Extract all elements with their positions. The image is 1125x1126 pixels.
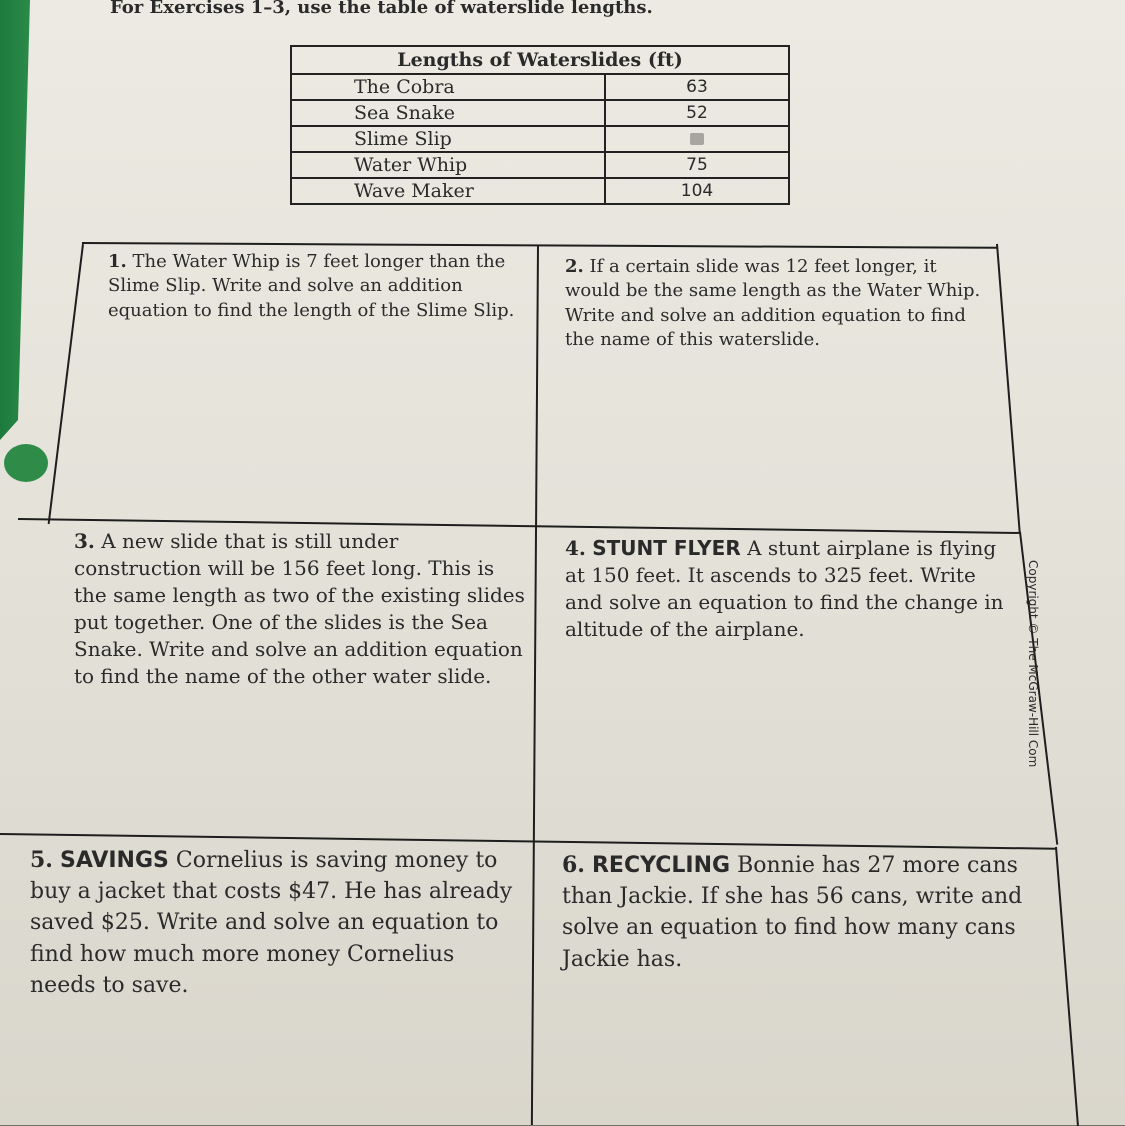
exercise-3 (74, 528, 529, 690)
green-sticker (4, 444, 48, 482)
table-row (291, 126, 789, 152)
slide-name: Water Whip (291, 152, 605, 178)
slide-length-blank (605, 126, 789, 152)
slide-name: The Cobra (291, 74, 605, 100)
blank-value-mark (690, 133, 704, 145)
exercise-text: A stunt airplane is flying at 150 feet. It ascends to 325 feet. Write and solve an equation to find the change in altitude of the airplane. (565, 536, 1004, 641)
exercise-keyword: STUNT FLYER (592, 536, 741, 560)
exercise-text: Bonnie has 27 more cans than Jackie. If she has 56 cans, write and solve an equation to find how many cans Jackie has. (562, 853, 1023, 972)
exercise-number: 2. (565, 256, 584, 277)
exercise-text: If a certain slide was 12 feet longer, it would be the same length as the Water Whip. Write and solve an addition equation to find the name of this waterslide. (565, 256, 981, 350)
slide-length: 104 (605, 178, 789, 204)
table-row (291, 100, 789, 126)
exercise-number: 6. (562, 852, 585, 878)
copyright-notice: Copyright © The McGraw-Hill Com (1026, 560, 1040, 768)
exercise-4 (565, 535, 1015, 643)
slide-length: 75 (605, 152, 789, 178)
exercise-1 (108, 250, 528, 323)
exercise-number: 1. (108, 251, 127, 272)
table-row (291, 152, 789, 178)
exercise-text: The Water Whip is 7 feet longer than the Slime Slip. Write and solve an addition equation to find the length of the Slime Slip. (108, 251, 515, 321)
exercise-number: 3. (74, 529, 95, 553)
exercise-keyword: RECYCLING (591, 853, 731, 878)
table-title: Lengths of Waterslides (ft) (291, 46, 789, 74)
exercise-5 (30, 845, 525, 1001)
slide-name: Sea Snake (291, 100, 605, 126)
waterslide-table (290, 45, 790, 205)
slide-length: 63 (605, 74, 789, 100)
table-row (291, 74, 789, 100)
exercise-2 (565, 255, 990, 352)
table-row (291, 178, 789, 204)
exercise-6 (562, 850, 1062, 975)
exercise-text: A new slide that is still under construction will be 156 feet long. This is the same length as two of the existing slides put together. One of the slides is the Sea Snake. Write and solve an addition equation to find the name of the other water slide. (74, 529, 525, 688)
exercise-text: Cornelius is saving money to buy a jacket that costs $47. He has already saved $25. Write and solve an equation to find how much more money Cornelius needs to save. (30, 848, 513, 998)
slide-name: Slime Slip (291, 126, 605, 152)
exercise-number: 4. (565, 536, 586, 560)
slide-name: Wave Maker (291, 178, 605, 204)
slide-length: 52 (605, 100, 789, 126)
exercise-keyword: SAVINGS (59, 848, 169, 873)
exercise-number: 5. (30, 847, 53, 873)
intro-instructions: For Exercises 1–3, use the table of waterslide lengths. (110, 0, 653, 18)
